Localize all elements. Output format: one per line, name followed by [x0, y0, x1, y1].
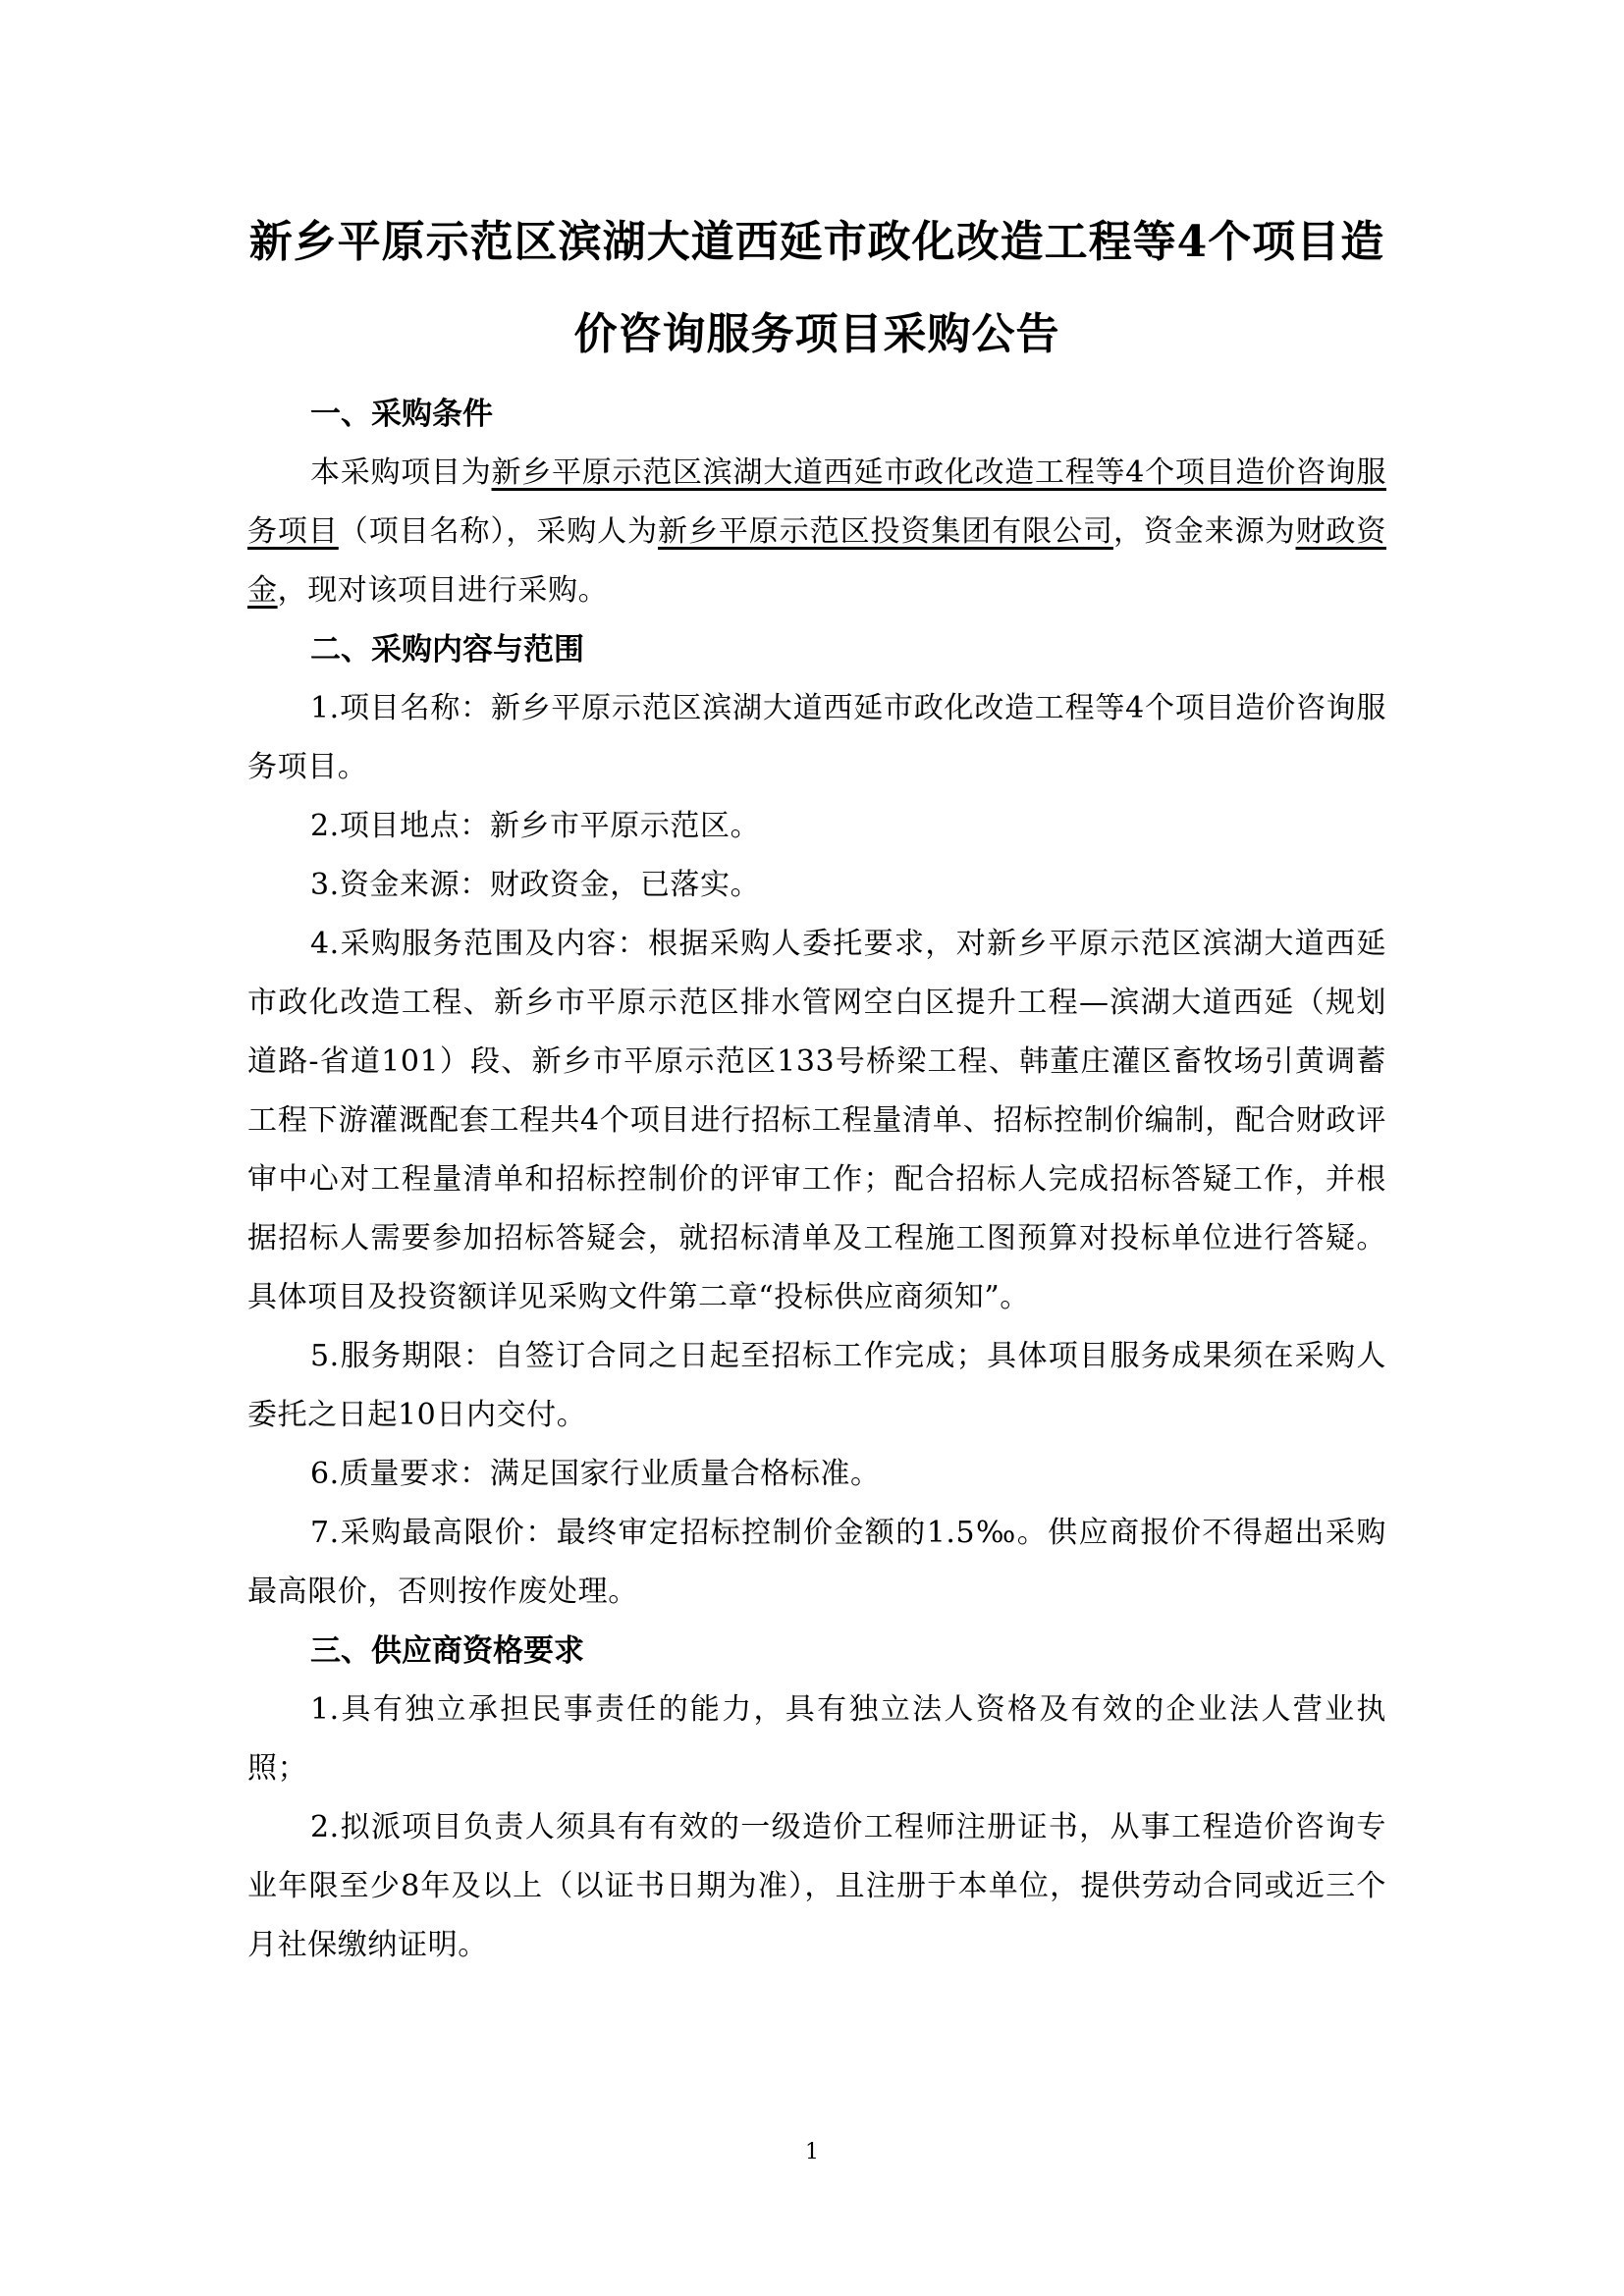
- document-title: [247, 196, 1386, 381]
- text-span: 本采购项目为: [310, 455, 492, 490]
- section-2-item-1: 1.项目名称：新乡平原示范区滨湖大道西延市政化改造工程等4个项目造价咨询服务项目。: [247, 691, 1386, 784]
- section-2-item-6: 6.质量要求：满足国家行业质量合格标准。: [310, 1457, 881, 1491]
- section-2-item-5: 5.服务期限：自签订合同之日起至招标工作完成；具体项目服务成果须在采购人委托之日起10日内交付。: [247, 1339, 1386, 1432]
- document-body: [247, 196, 1386, 1975]
- section-heading-1: 一、采购条件: [310, 397, 493, 432]
- title-line-1: 新乡平原示范区滨湖大道西延市政化改造工程等4个项目造: [248, 217, 1385, 267]
- section-1-paragraph: [247, 444, 1386, 620]
- purchaser-underlined: 新乡平原示范区投资集团有限公司: [658, 514, 1113, 549]
- section-2-item-7: 7.采购最高限价：最终审定招标控制价金额的1.5‰。供应商报价不得超出采购最高限价，否则按作废处理。: [247, 1516, 1386, 1609]
- text-span: ，资金来源为: [1112, 514, 1296, 549]
- section-3-item-2: 2.拟派项目负责人须具有有效的一级造价工程师注册证书，从事工程造价咨询专业年限至少8年及以上（以证书日期为准），且注册于本单位，提供劳动合同或近三个月社保缴纳证明。: [247, 1810, 1386, 1962]
- section-2-item-2: 2.项目地点：新乡市平原示范区。: [310, 809, 761, 843]
- section-2-item-4: 4.采购服务范围及内容：根据采购人委托要求，对新乡平原示范区滨湖大道西延市政化改造工程、新乡市平原示范区排水管网空白区提升工程—滨湖大道西延（规划道路-省道101）段、新乡市平原示范区133号桥梁工程、韩董庄灌区畜牧场引黄调蓄工程下游灌溉配套工程共4个项目进行招标工程量清单、招标控制价编制，配合财政评审中心对工程量清单和招标控制价的评审工作；配合招标人完成招标答疑工作，并根据招标人需要参加招标答疑会，就招标清单及工程施工图预算对投标单位进行答疑。具体项目及投资额详见采购文件第二章“投标供应商须知”。: [247, 927, 1386, 1314]
- fund-source-underlined: 财政资金: [247, 514, 1386, 608]
- section-heading-2: 二、采购内容与范围: [310, 632, 584, 667]
- project-name-underlined: 新乡平原示范区滨湖大道西延市政化改造工程等4个项目造价咨询服务项目: [247, 455, 1386, 549]
- title-line-2: 价咨询服务项目采购公告: [573, 309, 1060, 359]
- section-3-item-1: 1.具有独立承担民事责任的能力，具有独立法人资格及有效的企业法人营业执照；: [247, 1692, 1386, 1786]
- text-span: （项目名称），采购人为: [338, 514, 659, 549]
- text-span: ，现对该项目进行采购。: [277, 573, 609, 608]
- page-number: 1: [805, 2140, 819, 2164]
- section-2-item-3: 3.资金来源：财政资金，已落实。: [310, 868, 761, 902]
- section-heading-3: 三、供应商资格要求: [310, 1633, 584, 1669]
